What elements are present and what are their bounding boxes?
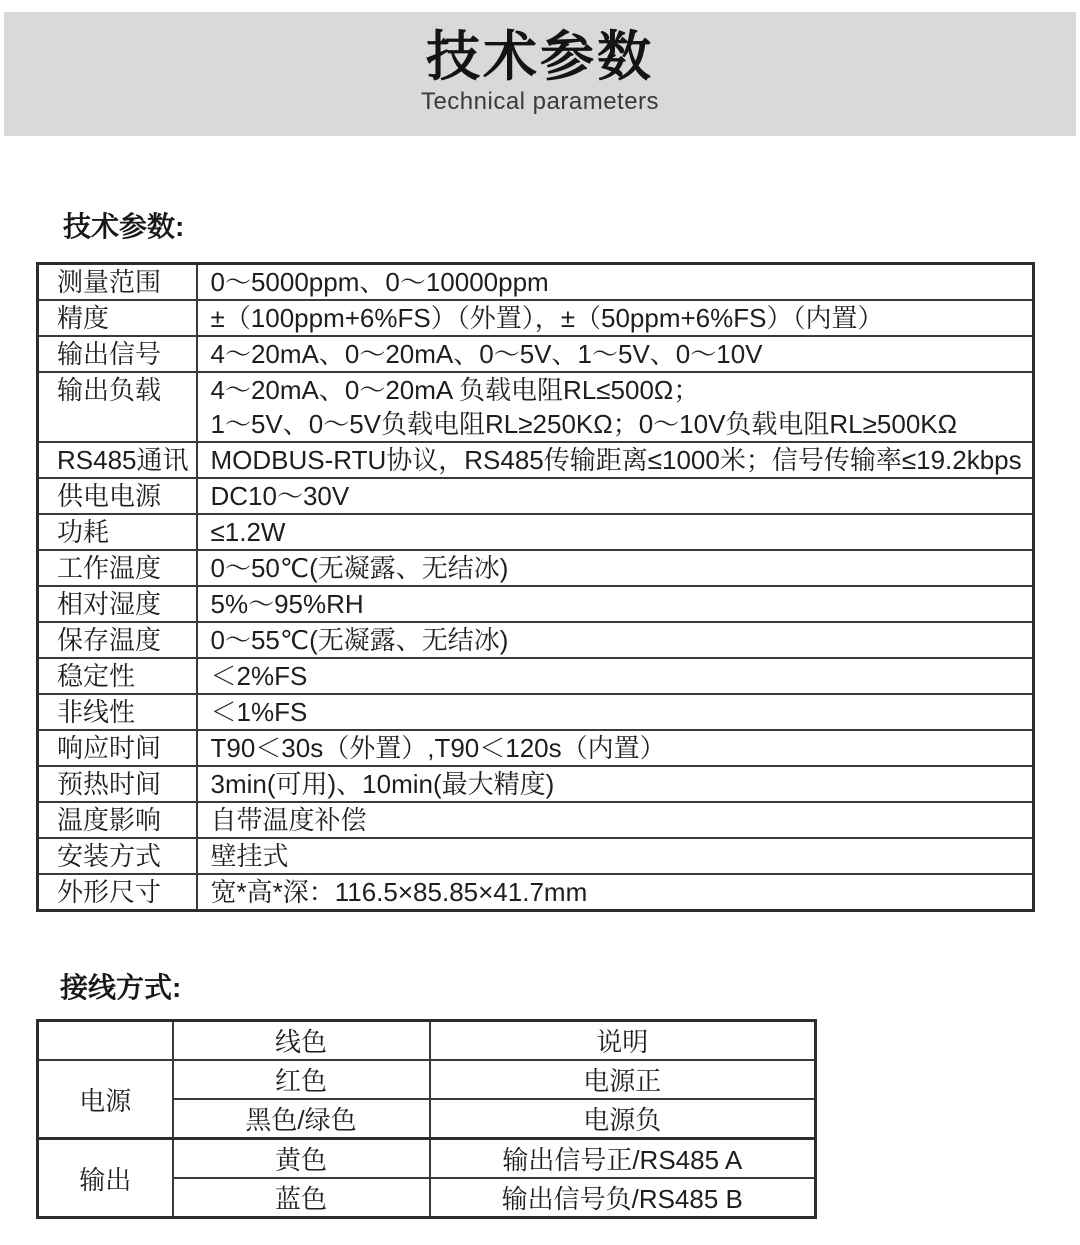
spec-value-line: 0～5000ppm、0～10000ppm xyxy=(210,267,549,297)
spec-param-name: 保存温度 xyxy=(38,622,197,658)
spec-param-name: 稳定性 xyxy=(38,658,197,694)
spec-row xyxy=(38,336,1034,372)
spec-param-value xyxy=(197,264,1034,301)
wiring-color-cell: 蓝色 xyxy=(173,1178,430,1218)
spec-param-value xyxy=(197,442,1034,478)
spec-table-body xyxy=(38,264,1034,911)
wiring-color-cell: 红色 xyxy=(173,1060,430,1099)
spec-row xyxy=(38,300,1034,336)
spec-param-value xyxy=(197,802,1034,838)
wiring-group-label: 输出 xyxy=(38,1139,173,1218)
wiring-table-body xyxy=(38,1021,816,1218)
spec-value-line: 宽*高*深：116.5×85.85×41.7mm xyxy=(210,877,588,907)
spec-param-name: 输出信号 xyxy=(38,336,197,372)
spec-row xyxy=(38,802,1034,838)
wiring-header-row xyxy=(38,1021,816,1061)
spec-row xyxy=(38,874,1034,911)
spec-param-value xyxy=(197,336,1034,372)
header-banner xyxy=(4,12,1076,136)
wiring-desc-cell: 输出信号负/RS485 B xyxy=(430,1178,816,1218)
spec-param-value xyxy=(197,658,1034,694)
wiring-section-heading: 接线方式: xyxy=(60,972,182,1003)
spec-param-name: 相对湿度 xyxy=(38,586,197,622)
spec-param-value xyxy=(197,514,1034,550)
spec-param-name: 外形尺寸 xyxy=(38,874,197,911)
spec-param-value xyxy=(197,300,1034,336)
spec-value-line: 壁挂式 xyxy=(210,841,289,871)
spec-row xyxy=(38,658,1034,694)
spec-row xyxy=(38,442,1034,478)
spec-param-name: 测量范围 xyxy=(38,264,197,301)
spec-row xyxy=(38,478,1034,514)
spec-row xyxy=(38,766,1034,802)
page-subtitle: Technical parameters xyxy=(420,88,660,115)
spec-row xyxy=(38,372,1034,442)
wiring-group-label: 电源 xyxy=(38,1060,173,1139)
spec-value-line: T90＜30s（外置）,T90＜120s（内置） xyxy=(210,733,666,763)
spec-row xyxy=(38,264,1034,301)
spec-table xyxy=(36,262,1035,912)
spec-row xyxy=(38,622,1034,658)
spec-param-name: 精度 xyxy=(38,300,197,336)
spec-param-name: 功耗 xyxy=(38,514,197,550)
page-title: 技术参数 xyxy=(426,27,654,87)
wiring-row xyxy=(38,1139,816,1179)
spec-value-line: ≤1.2W xyxy=(210,517,286,547)
spec-value-line: 1～5V、0～5V负载电阻RL≥250KΩ；0～10V负载电阻RL≥500KΩ xyxy=(210,409,958,439)
spec-param-value xyxy=(197,622,1034,658)
spec-row xyxy=(38,694,1034,730)
spec-param-name: 供电电源 xyxy=(38,478,197,514)
spec-value-line: 5%～95%RH xyxy=(210,589,364,619)
spec-param-value xyxy=(197,730,1034,766)
spec-param-value xyxy=(197,478,1034,514)
spec-param-name: 非线性 xyxy=(38,694,197,730)
spec-param-name: RS485通讯 xyxy=(38,442,197,478)
spec-value-line: 4～20mA、0～20mA 负载电阻RL≤500Ω； xyxy=(210,375,700,405)
wiring-row xyxy=(38,1060,816,1099)
spec-value-line: 3min(可用)、10min(最大精度) xyxy=(210,769,555,799)
spec-param-value xyxy=(197,694,1034,730)
spec-param-value xyxy=(197,838,1034,874)
spec-param-value xyxy=(197,766,1034,802)
spec-row xyxy=(38,730,1034,766)
spec-param-name: 工作温度 xyxy=(38,550,197,586)
spec-value-line: 4～20mA、0～20mA、0～5V、1～5V、0～10V xyxy=(210,339,763,369)
spec-value-line: 0～55℃(无凝露、无结冰) xyxy=(210,625,509,655)
spec-value-line: MODBUS-RTU协议，RS485传输距离≤1000米；信号传输率≤19.2kbps xyxy=(210,445,1022,475)
wiring-desc-cell: 电源负 xyxy=(430,1099,816,1139)
spec-param-value xyxy=(197,874,1034,911)
spec-param-name: 预热时间 xyxy=(38,766,197,802)
spec-value-line: ＜2%FS xyxy=(210,661,308,691)
spec-row xyxy=(38,514,1034,550)
wiring-color-cell: 黑色/绿色 xyxy=(173,1099,430,1139)
wiring-desc-cell: 输出信号正/RS485 A xyxy=(430,1139,816,1179)
wiring-table xyxy=(36,1019,817,1219)
spec-param-name: 输出负载 xyxy=(38,372,197,442)
wiring-header-cell: 线色 xyxy=(173,1021,430,1061)
spec-row xyxy=(38,586,1034,622)
spec-value-line: ＜1%FS xyxy=(210,697,308,727)
wiring-color-cell: 黄色 xyxy=(173,1139,430,1179)
spec-value-line: 自带温度补偿 xyxy=(210,805,367,835)
wiring-desc-cell: 电源正 xyxy=(430,1060,816,1099)
wiring-header-empty xyxy=(38,1021,173,1061)
spec-param-name: 温度影响 xyxy=(38,802,197,838)
spec-param-value xyxy=(197,586,1034,622)
spec-value-line: 0～50℃(无凝露、无结冰) xyxy=(210,553,509,583)
spec-param-name: 安装方式 xyxy=(38,838,197,874)
spec-row xyxy=(38,550,1034,586)
wiring-header-cell: 说明 xyxy=(430,1021,816,1061)
spec-row xyxy=(38,838,1034,874)
spec-param-name: 响应时间 xyxy=(38,730,197,766)
spec-param-value xyxy=(197,372,1034,442)
spec-param-value xyxy=(197,550,1034,586)
spec-section-heading: 技术参数: xyxy=(63,211,185,242)
spec-value-line: DC10～30V xyxy=(210,481,350,511)
spec-value-line: ±（100ppm+6%FS）（外置），±（50ppm+6%FS）（内置） xyxy=(210,303,884,333)
